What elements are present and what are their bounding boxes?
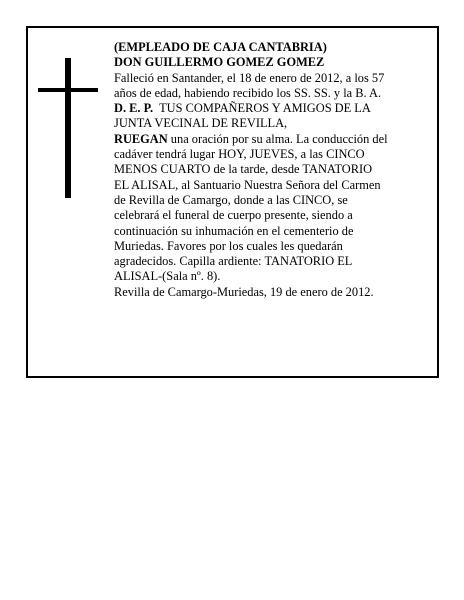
obituary-notice <box>26 26 439 378</box>
body-line-8: Muriedas. Favores por los cuales les quedarán <box>114 238 343 253</box>
notice-text <box>114 40 434 300</box>
mourners-line-1 <box>114 101 434 116</box>
cross-vertical-bar <box>65 58 71 198</box>
mourners-text-1: TUS COMPAÑEROS Y AMIGOS DE LA <box>153 101 371 116</box>
deceased-name: DON GUILLERMO GOMEZ GOMEZ <box>114 55 325 70</box>
body-line-3: MENOS CUARTO de la tarde, desde TANATORIO <box>114 162 373 177</box>
body-text-1: una oración por su alma. La conducción del <box>167 131 388 146</box>
cross-horizontal-bar <box>38 88 98 92</box>
death-line-1: Falleció en Santander, el 18 de enero de 2012, a los 57 <box>114 70 385 85</box>
body-line-7: continuación su inhumación en el cementerio de <box>114 223 354 238</box>
body-line-10: ALISAL-(Sala nº. 8). <box>114 269 221 284</box>
ruegan-label: RUEGAN <box>114 131 168 146</box>
body-line-5: de Revilla de Camargo, donde a las CINCO, se <box>114 192 348 207</box>
body-line-1 <box>114 132 434 147</box>
body-line-6: celebrará el funeral de cuerpo presente, siendo a <box>114 208 353 223</box>
mourners-line-2: JUNTA VECINAL DE REVILLA, <box>114 116 288 131</box>
employer-line: (EMPLEADO DE CAJA CANTABRIA) <box>114 40 327 54</box>
death-line-2: años de edad, habiendo recibido los SS. SS. y la B. A. <box>114 85 382 100</box>
rip-label: D. E. P. <box>114 101 154 116</box>
place-date-line: Revilla de Camargo-Muriedas, 19 de enero de 2012. <box>114 284 374 299</box>
body-line-2: cadáver tendrá lugar HOY, JUEVES, a las CINCO <box>114 147 365 162</box>
body-line-4: EL ALISAL, al Santuario Nuestra Señora del Carmen <box>114 177 381 192</box>
cross-icon <box>38 58 100 198</box>
body-line-9: agradecidos. Capilla ardiente: TANATORIO EL <box>114 254 353 269</box>
